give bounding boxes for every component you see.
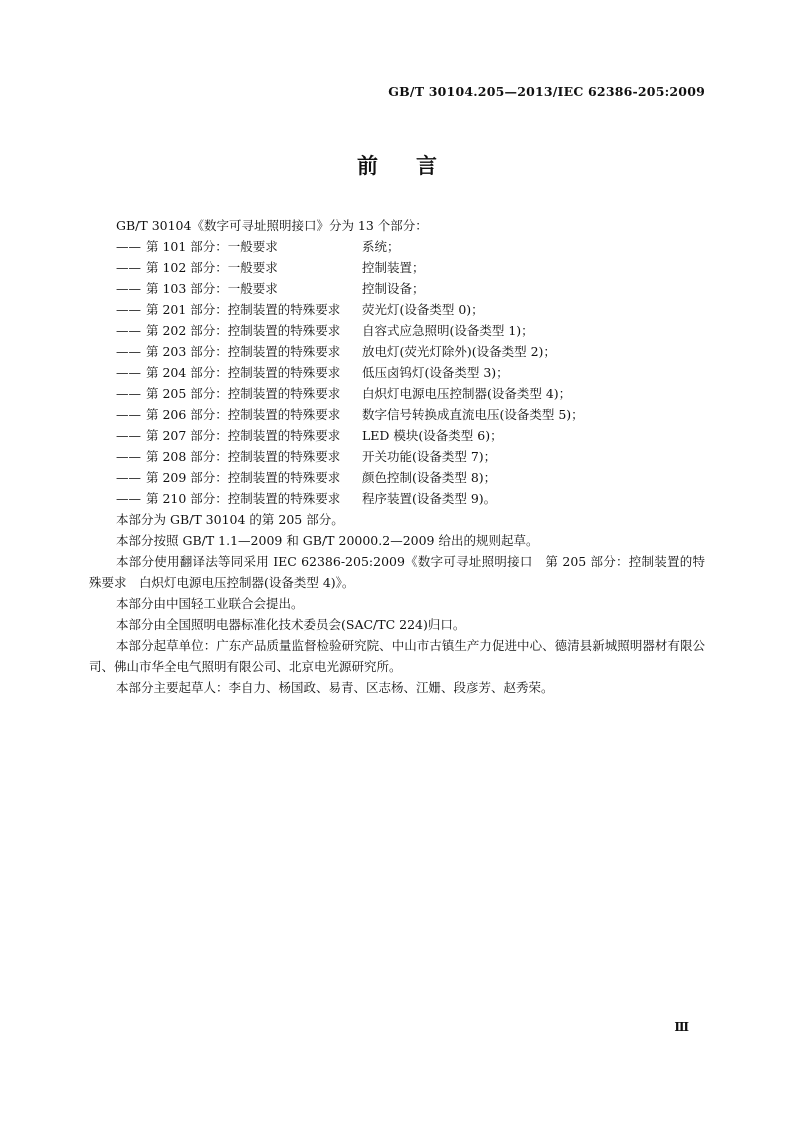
page-number: Ⅲ — [674, 1020, 689, 1034]
paragraph: 本部分使用翻译法等同采用 IEC 62386-205:2009《数字可寻址照明接口 第 205 部分：控制装置的特殊要求 白炽灯电源电压控制器(设备类型 4)》。 — [89, 554, 705, 590]
foreword-body — [89, 215, 705, 698]
part-title: 放电灯(荧光灯除外)(设备类型 2)； — [362, 344, 556, 359]
paragraph: 本部分为 GB/T 30104 的第 205 部分。 — [116, 512, 344, 527]
part-heading: 第 202 部分：控制装置的特殊要求 — [146, 323, 341, 338]
part-item — [89, 383, 705, 404]
part-item — [89, 236, 705, 257]
part-title: 控制装置； — [362, 260, 425, 275]
part-heading: 第 101 部分：一般要求 — [146, 239, 278, 254]
standard-code-header: GB/T 30104.205—2013/IEC 62386-205:2009 — [388, 84, 705, 99]
list-dash: —— — [116, 281, 141, 296]
part-title: 低压卤钨灯(设备类型 3)； — [362, 365, 509, 380]
list-dash: —— — [116, 239, 141, 254]
part-item — [89, 257, 705, 278]
paragraph: 本部分由中国轻工业联合会提出。 — [116, 596, 304, 611]
part-title: LED 模块(设备类型 6)； — [362, 428, 503, 443]
paragraphs — [89, 509, 705, 698]
part-heading: 第 206 部分：控制装置的特殊要求 — [146, 407, 341, 422]
part-item — [89, 488, 705, 509]
intro-line: GB/T 30104《数字可寻址照明接口》分为 13 个部分： — [116, 218, 428, 233]
part-item — [89, 446, 705, 467]
part-title: 数字信号转换成直流电压(设备类型 5)； — [362, 407, 584, 422]
part-title: 程序装置(设备类型 9)。 — [362, 491, 497, 506]
list-dash: —— — [116, 386, 141, 401]
part-item — [89, 467, 705, 488]
list-dash: —— — [116, 470, 141, 485]
part-heading: 第 102 部分：一般要求 — [146, 260, 278, 275]
part-item — [89, 320, 705, 341]
part-title: 系统； — [362, 239, 400, 254]
list-dash: —— — [116, 260, 141, 275]
list-dash: —— — [116, 365, 141, 380]
part-item — [89, 341, 705, 362]
part-item — [89, 425, 705, 446]
part-item — [89, 278, 705, 299]
paragraph: 本部分主要起草人：李自力、杨国政、易青、区志杨、江姗、段彦芳、赵秀荣。 — [116, 680, 554, 695]
list-dash: —— — [116, 449, 141, 464]
part-title: 颜色控制(设备类型 8)； — [362, 470, 497, 485]
part-heading: 第 209 部分：控制装置的特殊要求 — [146, 470, 341, 485]
part-title: 开关功能(设备类型 7)； — [362, 449, 497, 464]
part-heading: 第 201 部分：控制装置的特殊要求 — [146, 302, 341, 317]
part-title: 自容式应急照明(设备类型 1)； — [362, 323, 534, 338]
part-heading: 第 205 部分：控制装置的特殊要求 — [146, 386, 341, 401]
part-heading: 第 103 部分：一般要求 — [146, 281, 278, 296]
part-item — [89, 299, 705, 320]
part-item — [89, 362, 705, 383]
list-dash: —— — [116, 302, 141, 317]
part-heading: 第 208 部分：控制装置的特殊要求 — [146, 449, 341, 464]
part-heading: 第 203 部分：控制装置的特殊要求 — [146, 344, 341, 359]
list-dash: —— — [116, 344, 141, 359]
part-heading: 第 210 部分：控制装置的特殊要求 — [146, 491, 341, 506]
list-dash: —— — [116, 428, 141, 443]
list-dash: —— — [116, 323, 141, 338]
part-title: 荧光灯(设备类型 0)； — [362, 302, 484, 317]
list-dash: —— — [116, 491, 141, 506]
paragraph: 本部分起草单位：广东产品质量监督检验研究院、中山市古镇生产力促进中心、德清县新城照明器材有限公司、佛山市华全电气照明有限公司、北京电光源研究所。 — [89, 638, 705, 674]
part-heading: 第 207 部分：控制装置的特殊要求 — [146, 428, 341, 443]
part-heading: 第 204 部分：控制装置的特殊要求 — [146, 365, 341, 380]
paragraph: 本部分由全国照明电器标准化技术委员会(SAC/TC 224)归口。 — [116, 617, 466, 632]
list-dash: —— — [116, 407, 141, 422]
part-item — [89, 404, 705, 425]
part-title: 白炽灯电源电压控制器(设备类型 4)； — [362, 386, 572, 401]
part-title: 控制设备； — [362, 281, 425, 296]
page-title: 前言 — [357, 153, 475, 178]
parts-list — [89, 236, 705, 509]
paragraph: 本部分按照 GB/T 1.1—2009 和 GB/T 20000.2—2009 给出的规则起草。 — [116, 533, 539, 548]
